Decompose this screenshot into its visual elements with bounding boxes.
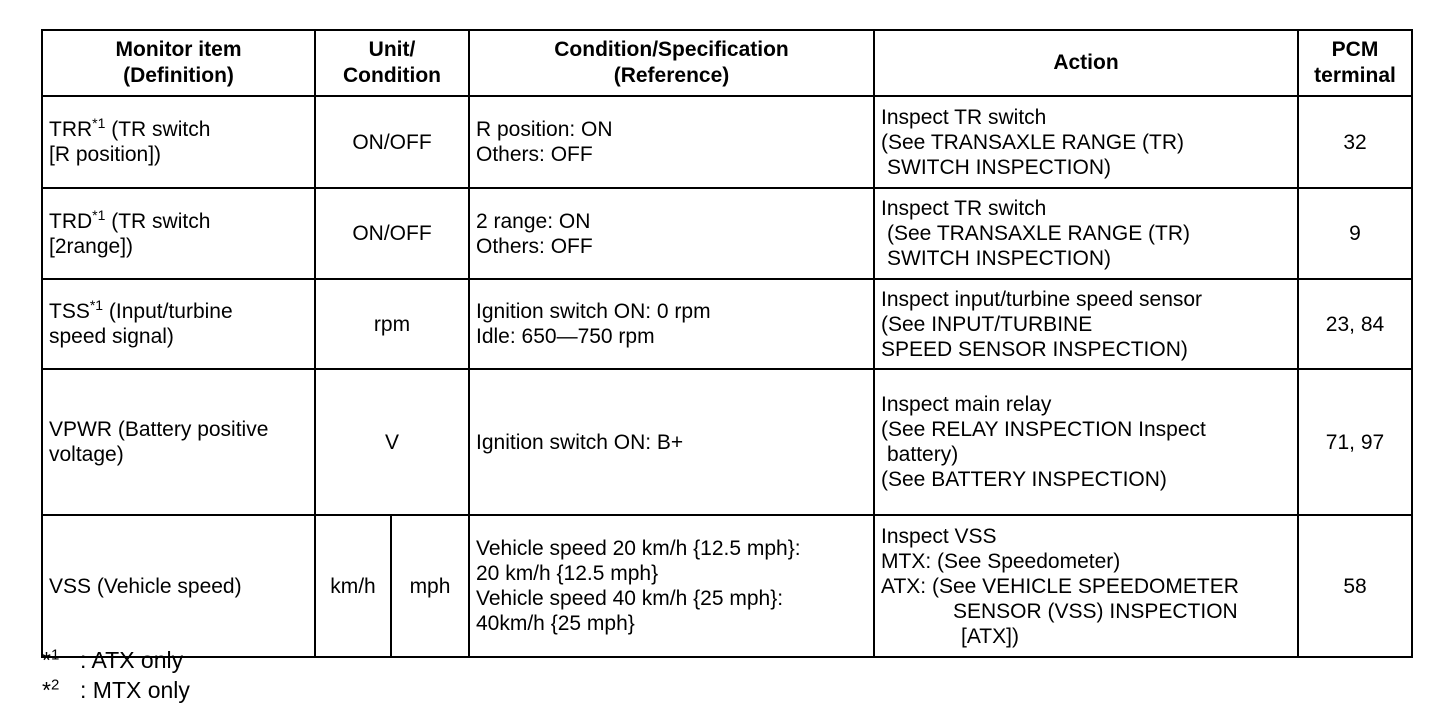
action-cell: Inspect VSS MTX: (See Speedometer) ATX: (See VEHICLE SPEEDOMETER SENSOR (VSS) INSPECTION [ATX]) (874, 515, 1298, 657)
monitor-spec-table (41, 29, 1413, 658)
footnote-atx-only: *$^1$ : ATX only (42, 646, 184, 673)
monitor-item-cell: TRR$^{*1}$ (TR switch [R position]) (42, 96, 315, 188)
condition-cell: R position: ON Others: OFF (469, 96, 874, 188)
header-condition-spec: Condition/Specification (Reference) (469, 30, 874, 96)
condition-cell: Ignition switch ON: B+ (469, 369, 874, 515)
unit-cell: rpm (315, 279, 469, 369)
footnote-mtx-only: *$^2$ : MTX only (42, 676, 190, 703)
pcm-terminal-cell: 9 (1298, 188, 1412, 279)
monitor-item-cell: TSS$^{*1}$ (Input/turbine speed signal) (42, 279, 315, 369)
header-action: Action (874, 30, 1298, 96)
action-cell: Inspect main relay (See RELAY INSPECTION Inspect battery) (See BATTERY INSPECTION) (874, 369, 1298, 515)
unit-cell: ON/OFF (315, 188, 469, 279)
table-row-vpwr (42, 369, 1412, 515)
table-row-vss (42, 515, 1412, 657)
header-pcm-terminal: PCM terminal (1298, 30, 1412, 96)
unit-cell-kmh: km/h (315, 515, 391, 657)
condition-cell: Vehicle speed 20 km/h {12.5 mph}: 20 km/h {12.5 mph} Vehicle speed 40 km/h {25 mph}: 40km/h {25 mph} (469, 515, 874, 657)
header-unit-condition: Unit/ Condition (315, 30, 469, 96)
footnotes (42, 645, 190, 705)
spec-table-container (41, 29, 1411, 658)
table-row-tss (42, 279, 1412, 369)
pcm-terminal-cell: 58 (1298, 515, 1412, 657)
table-row-trd (42, 188, 1412, 279)
pcm-terminal-cell: 23, 84 (1298, 279, 1412, 369)
action-cell: Inspect TR switch (See TRANSAXLE RANGE (TR) SWITCH INSPECTION) (874, 96, 1298, 188)
table-row-trr (42, 96, 1412, 188)
condition-cell: 2 range: ON Others: OFF (469, 188, 874, 279)
header-monitor-item: Monitor item (Definition) (42, 30, 315, 96)
condition-cell: Ignition switch ON: 0 rpm Idle: 650—750 rpm (469, 279, 874, 369)
unit-cell: V (315, 369, 469, 515)
pcm-terminal-cell: 32 (1298, 96, 1412, 188)
monitor-item-cell: VSS (Vehicle speed) (42, 515, 315, 657)
header-row (42, 30, 1412, 96)
action-cell: Inspect input/turbine speed sensor (See INPUT/TURBINE SPEED SENSOR INSPECTION) (874, 279, 1298, 369)
unit-cell-mph: mph (391, 515, 469, 657)
unit-cell: ON/OFF (315, 96, 469, 188)
monitor-item-cell: VPWR (Battery positive voltage) (42, 369, 315, 515)
pcm-terminal-cell: 71, 97 (1298, 369, 1412, 515)
action-cell: Inspect TR switch (See TRANSAXLE RANGE (TR) SWITCH INSPECTION) (874, 188, 1298, 279)
monitor-item-cell: TRD$^{*1}$ (TR switch [2range]) (42, 188, 315, 279)
